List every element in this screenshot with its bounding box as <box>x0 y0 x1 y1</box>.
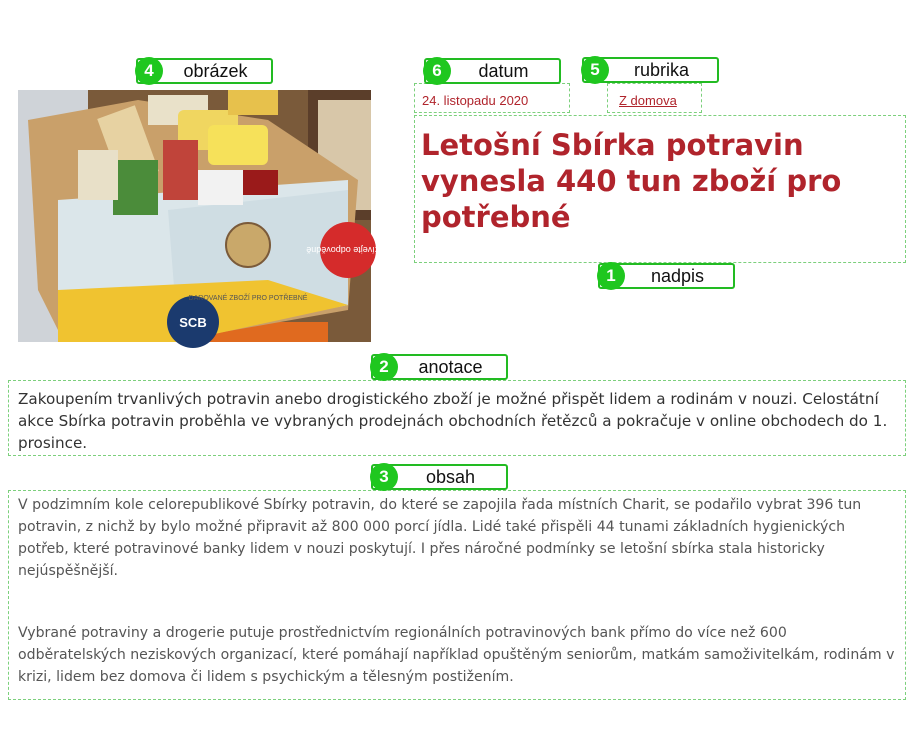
article-headline[interactable]: Letošní Sbírka potravin vynesla 440 tun zboží pro potřebné <box>421 128 842 234</box>
rubric-link[interactable]: Z domova <box>619 93 677 108</box>
label-text: rubrika <box>633 59 690 80</box>
label-number: 2 <box>370 353 398 381</box>
label-number: 1 <box>597 262 625 290</box>
label-number: 3 <box>370 463 398 491</box>
sticker-text: Užívejte odpovědně <box>306 245 386 255</box>
food-box-illustration <box>18 90 386 342</box>
label-rubric <box>582 57 719 83</box>
label-number: 5 <box>581 56 609 84</box>
article-image[interactable] <box>18 90 386 342</box>
label-text: obrázek <box>183 60 248 81</box>
label-content <box>371 464 508 490</box>
box-brand-text: SCB <box>179 315 207 330</box>
label-date <box>424 58 561 84</box>
content-paragraph: Vybrané potraviny a drogerie putuje prostřednictvím regionálních potravinových bank přímo do více než 600 odběratelských neziskových organizací, které pomáhají například opuštěným seniorům, matkám samoživitelkám, rodinám v krizi, lidem bez domova či lidem s psychickým a tělesným postižením. <box>18 625 895 685</box>
label-annotation <box>371 354 508 380</box>
label-number: 6 <box>423 57 451 85</box>
content-paragraph: V podzimním kole celorepublikové Sbírky potravin, do které se zapojila řada místních Charit, se podařilo vybrat 396 tun potravin, z nichž by bylo možné připravit až 800 000 porcí jídla. Lidé také přispěli 44 tunami základních hygienických potřeb, které potravinové banky lidem v nouzi poskytují. I přes náročné podmínky se letošní sbírka stala historicky nejúspěšnější. <box>18 497 862 579</box>
label-text: nadpis <box>650 265 705 286</box>
article-annotation: Zakoupením trvanlivých potravin anebo drogistického zboží je možné přispět lidem a rodinám v nouzi. Celostátní akce Sbírka potravin proběhla ve vybraných prodejnách obchodních řetězců a pokračuje v online obchodech do 1. prosince. <box>18 390 888 452</box>
label-text: datum <box>478 60 529 81</box>
label-number: 4 <box>135 57 163 85</box>
article-date: 24. listopadu 2020 <box>422 93 529 108</box>
label-text: anotace <box>418 356 483 377</box>
box-printed-text: DAROVANÉ ZBOŽÍ PRO POTŘEBNÉ <box>188 295 308 302</box>
label-image <box>136 58 273 84</box>
label-text: obsah <box>425 466 476 487</box>
label-headline <box>598 263 735 289</box>
